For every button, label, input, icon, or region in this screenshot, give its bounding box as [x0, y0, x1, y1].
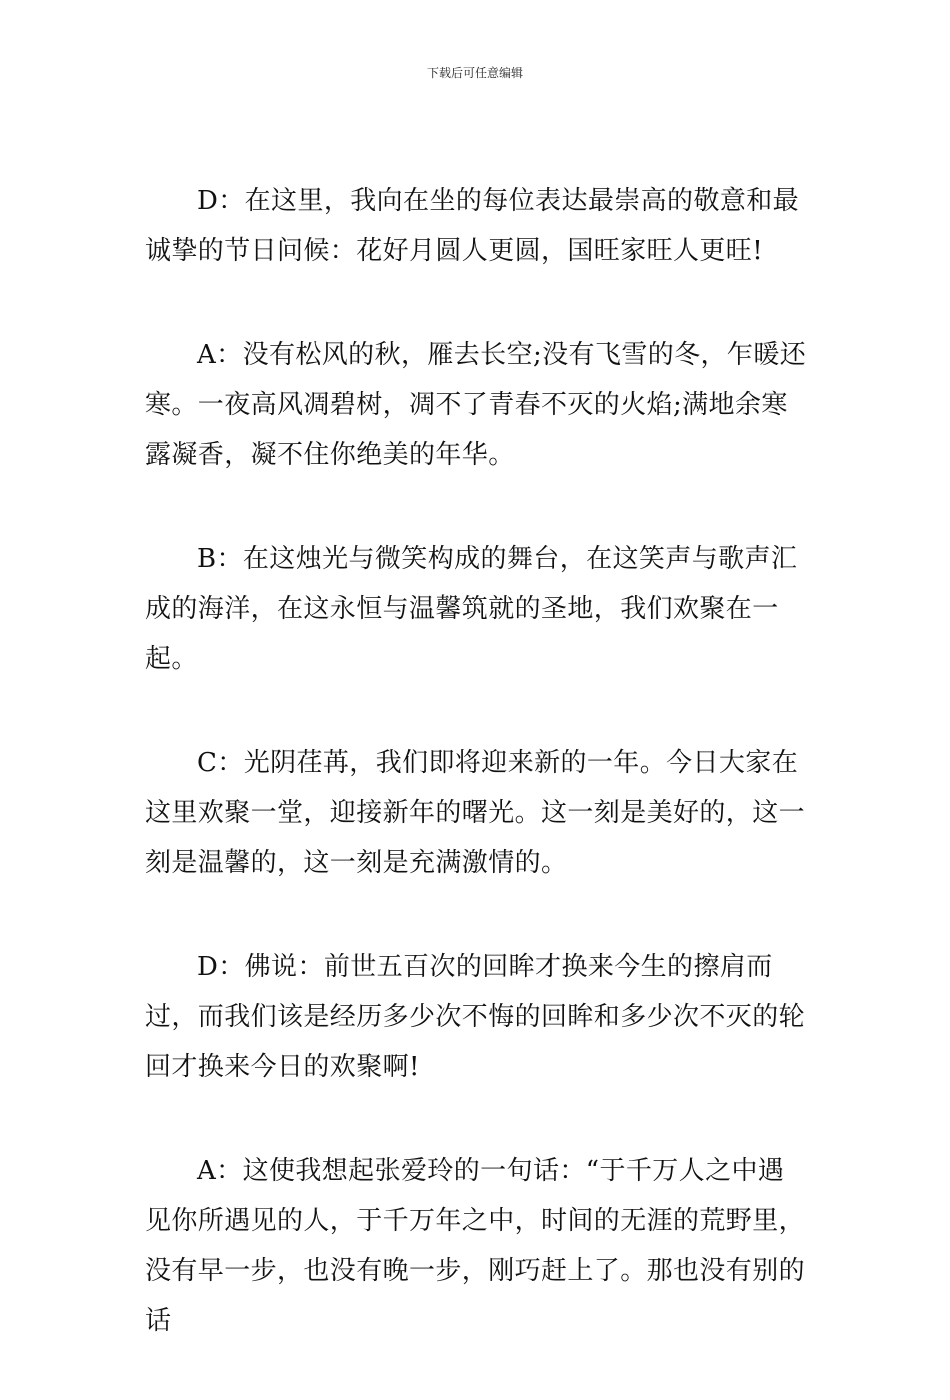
document-body: [145, 176, 810, 1400]
paragraph-b-stage: B：在这烛光与微笑构成的舞台，在这笑声与歌声汇成的海洋，在这永恒与温馨筑就的圣地，我们欢聚在一起。: [145, 544, 798, 674]
paragraph-d-greeting: D：在这里，我向在坐的每位表达最崇高的敬意和最诚挚的节日问候：花好月圆人更圆，国旺家旺人更旺!: [145, 186, 800, 266]
paragraph-c-new-year: C：光阴荏苒，我们即将迎来新的一年。今日大家在这里欢聚一堂，迎接新年的曙光。这一刻是美好的，这一刻是温馨的，这一刻是充满激情的。: [145, 748, 806, 878]
paragraph-d-buddha: D：佛说：前世五百次的回眸才换来今生的擦肩而过，而我们该是经历多少次不悔的回眸和多少次不灭的轮回才换来今日的欢聚啊!: [145, 952, 806, 1082]
paragraph-a-autumn: A：没有松风的秋，雁去长空;没有飞雪的冬，乍暖还寒。一夜高风凋碧树，凋不了青春不灭的火焰;满地余寒露凝香，凝不住你绝美的年华。: [145, 340, 807, 470]
paragraph-a-quote: A：这使我想起张爱玲的一句话：“于千万人之中遇见你所遇见的人，于千万年之中，时间的无涯的荒野里，没有早一步，也没有晚一步，刚巧赶上了。那也没有别的话: [145, 1156, 806, 1336]
header-note: 下载后可任意编辑: [426, 66, 523, 80]
